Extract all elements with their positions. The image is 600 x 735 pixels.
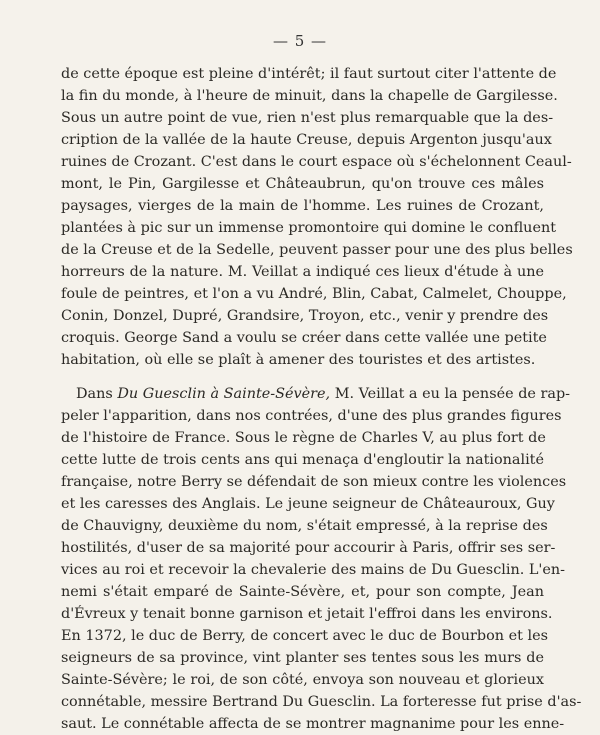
text-line: vices au roi et recevoir la chevalerie des mains de Du Guesclin. L'en-: [61, 562, 566, 578]
page-number: — 5 —: [272, 32, 328, 50]
text-line: de Chauvigny, deuxième du nom, s'était empressé, à la reprise des: [61, 518, 548, 534]
text-line: de l'histoire de France. Sous le règne de Charles V, au plus fort de: [61, 430, 546, 446]
text-line: saut. Le connétable affecta de se montrer magnanime pour les enne-: [61, 716, 565, 732]
text-line: croquis. George Sand a voulu se créer dans cette vallée une petite: [61, 330, 547, 346]
text-line: horreurs de la nature. M. Veillat a indiqué ces lieux d'étude à une: [61, 264, 544, 280]
text-line: hostilités, d'user de sa majorité pour accourir à Paris, offrir ses ser-: [61, 540, 556, 556]
text-line: d'Évreux y tenait bonne garnison et jetait l'effroi dans les environs.: [61, 606, 553, 622]
text-line: ruines de Crozant. C'est dans le court espace où s'échelonnent Ceaul-: [61, 154, 572, 170]
text-line: En 1372, le duc de Berry, de concert avec le duc de Bourbon et les: [61, 628, 549, 644]
text-line: de la Creuse et de la Sedelle, peuvent passer pour une des plus belles: [61, 242, 573, 258]
text-line: seigneurs de sa province, vint planter ses tentes sous les murs de: [61, 650, 544, 666]
paragraph-first-line: [76, 383, 571, 405]
text-line: Conin, Donzel, Dupré, Grandsire, Troyon, etc., venir y prendre des: [61, 308, 549, 324]
book-title-italic: Du Guesclin à Sainte-Sévère,: [117, 386, 331, 402]
text-line: habitation, où elle se plaît à amener des touristes et des artistes.: [61, 352, 536, 368]
text-line: et les caresses des Anglais. Le jeune seigneur de Châteauroux, Guy: [61, 496, 555, 512]
text-line: connétable, messire Bertrand Du Guesclin. La forteresse fut prise d'as-: [61, 694, 582, 710]
text-line: foule de peintres, et l'on a vu André, Blin, Cabat, Calmelet, Chouppe,: [61, 286, 567, 302]
text-line: nemi s'était emparé de Sainte-Sévère, et, pour son compte, Jean: [61, 584, 544, 600]
text-line: plantées à pic sur un immense promontoire qui domine le confluent: [61, 220, 557, 236]
text-run: M. Veillat a eu la pensée de rap-: [330, 386, 571, 402]
text-run: Dans: [76, 386, 118, 402]
text-line: mont, le Pin, Gargilesse et Châteaubrun, qu'on trouve ces mâles: [61, 176, 544, 192]
text-line: cette lutte de trois cents ans qui menaça d'engloutir la nationalité: [61, 452, 544, 468]
text-line: française, notre Berry se défendait de son mieux contre les violences: [61, 474, 567, 490]
text-line: paysages, vierges de la main de l'homme. Les ruines de Crozant,: [61, 198, 544, 214]
text-line: Sainte-Sévère; le roi, de son côté, envoya son nouveau et glorieux: [61, 672, 544, 688]
text-line: peler l'apparition, dans nos contrées, d'une des plus grandes figures: [61, 408, 562, 424]
text-line: cription de la vallée de la haute Creuse, depuis Argenton jusqu'aux: [61, 132, 552, 148]
text-line: de cette époque est pleine d'intérêt; il faut surtout citer l'attente de: [61, 66, 557, 82]
text-line: la fin du monde, à l'heure de minuit, dans la chapelle de Gargilesse.: [61, 88, 558, 104]
text-line: Sous un autre point de vue, rien n'est plus remarquable que la des-: [61, 110, 554, 126]
